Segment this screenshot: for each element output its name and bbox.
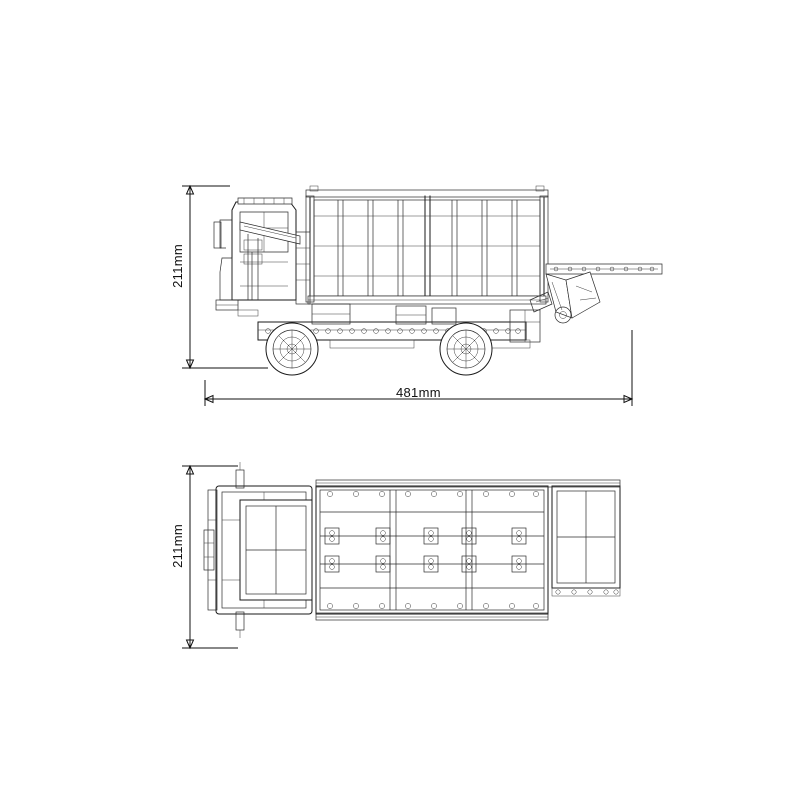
top-width-label: 211mm bbox=[170, 524, 185, 568]
rear-platform-top bbox=[552, 486, 620, 596]
front-accessory-top bbox=[204, 530, 214, 570]
side-length-label: 481mm bbox=[396, 385, 441, 400]
cab-top bbox=[208, 462, 312, 638]
side-height-label: 211mm bbox=[170, 244, 185, 288]
cargo-deck-top bbox=[316, 486, 548, 614]
